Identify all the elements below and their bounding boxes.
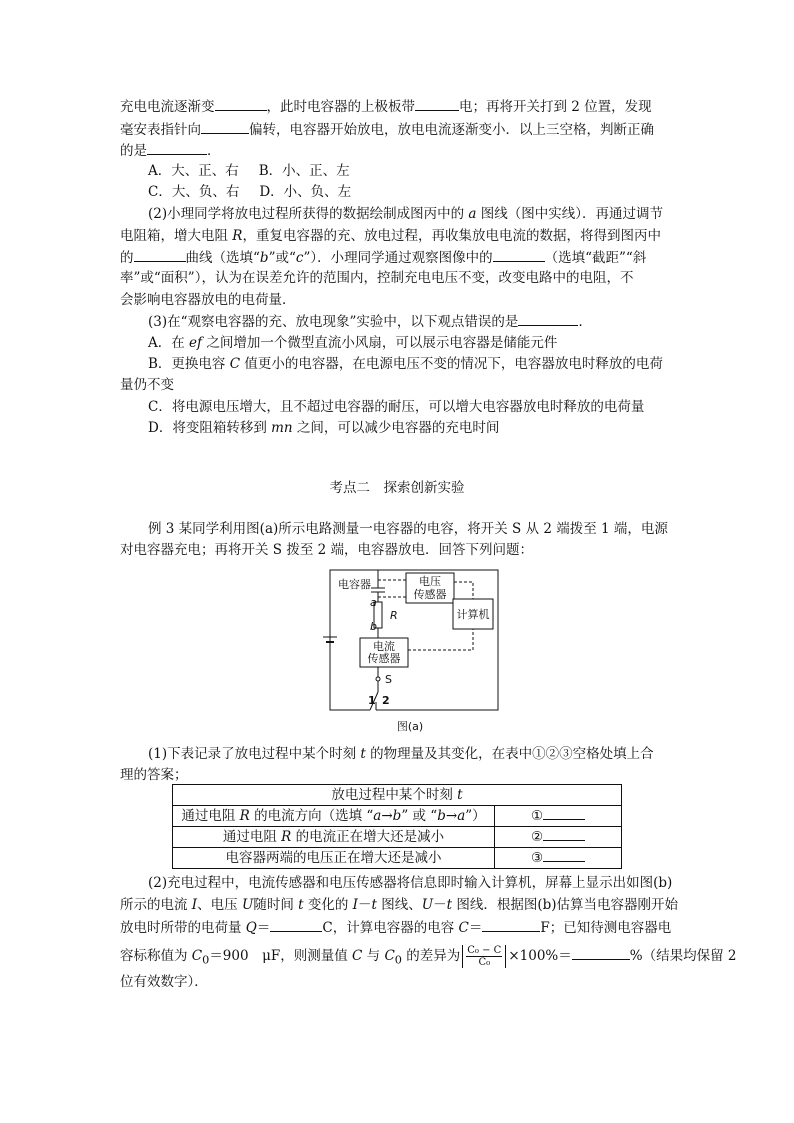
table-cell: 电容器两端的电压正在增大还是减小 — [173, 848, 495, 869]
option-d: D．小、负、左 — [259, 184, 352, 200]
table-cell: 通过电阻 R 的电流方向（选填 “a→b” 或 “b→a”） — [173, 806, 495, 827]
text-line: 放电时所带的电荷量 Q＝ C，计算电容器的电容 C＝ F；已知待测电容器电 — [120, 917, 671, 938]
text-line: 容标称值为 $C_0=900$ μF，则测量值 C 与 $C_0$ 的差异为 $\frac{\text{C₀ − C}}{\text{C₀}}$ ×100%＝ %（结果均保留 2 — [120, 945, 737, 968]
text-line: 对电容器充电；再将开关 S 拨至 2 端，电容器放电．回答下列问题： — [120, 542, 534, 558]
voltage-sensor-label: 电压 — [419, 575, 441, 588]
text-line: 所示的电流 I、电压 U随时间 t 变化的 I－t 图线、U－t 图线．根据图(b)估算当电容器刚开始 — [120, 897, 679, 913]
option-b: B．小、正、左 — [258, 163, 350, 179]
current-sensor-label: 电流 — [373, 640, 395, 653]
text-line: 理的答案； — [120, 767, 188, 783]
text-line: 位有效数字）． — [120, 974, 208, 990]
computer-label: 计算机 — [456, 608, 490, 621]
option-a: A．大、正、右 — [148, 163, 239, 179]
option-d: D．将变阻箱转移到 mn 之间，可以减少电容器的充电时间 — [148, 420, 500, 436]
text-line: (1)下表记录了放电过程中某个时刻 t 的物理量及其变化，在表中①②③空格处填上合 — [148, 746, 654, 762]
table-header-row — [173, 785, 622, 806]
answer-blank[interactable] — [415, 96, 459, 111]
text-line: 量仍不变 — [120, 377, 174, 393]
text-line: 会影响电容器放电的电荷量． — [120, 292, 296, 308]
figure-caption: 图(a) — [396, 720, 424, 733]
table-row — [173, 848, 622, 869]
table-header: 放电过程中某个时刻 t — [173, 785, 622, 806]
table-answer-cell[interactable]: ② — [495, 827, 622, 848]
table-answer-cell[interactable]: ③ — [495, 848, 622, 869]
answer-blank[interactable] — [482, 917, 540, 932]
resistor-label: R — [390, 609, 398, 622]
option-c: C．大、负、右 — [148, 184, 240, 200]
answer-blank[interactable] — [518, 311, 578, 326]
text-line: (2)充电过程中，电流传感器和电压传感器将信息即时输入计算机，屏幕上显示出如图(b) — [148, 875, 673, 891]
text-line: 电阻箱，增大电阻 R，重复电容器的充、放电过程，再收集放电电流的数据，将得到图丙中 — [120, 228, 661, 244]
table-row — [173, 827, 622, 848]
option-c: C．将电源电压增大，且不超过电容器的耐压，可以增大电容器放电时释放的电荷量 — [148, 399, 645, 415]
option-row — [148, 161, 350, 181]
current-sensor-label: 传感器 — [367, 652, 401, 665]
switch-label: S — [385, 673, 392, 686]
answer-blank[interactable] — [215, 96, 267, 111]
text-line: 例 3 某同学利用图(a)所示电路测量一电容器的电容，将开关 S 从 2 端拨至 1 端，电源 — [148, 521, 668, 537]
answer-blank[interactable] — [147, 140, 207, 155]
point-a-label: a — [370, 596, 377, 609]
answer-blank[interactable] — [493, 247, 545, 262]
difference-fraction: $\frac{\text{C₀ − C}}{\text{C₀}}$ — [462, 945, 506, 968]
circuit-diagram — [310, 562, 510, 742]
answer-blank[interactable] — [572, 945, 630, 960]
text-line: 充电电流逐渐变 ，此时电容器的上极板带 电；再将开关打到 2 位置，发现 — [120, 96, 652, 117]
answer-blank[interactable] — [270, 917, 322, 932]
text-line: (3)在“观察电容器的充、放电现象”实验中，以下观点错误的是 ． — [148, 311, 592, 332]
option-row — [148, 182, 351, 202]
capacitor-label: 电容器 — [338, 578, 371, 591]
option-a: A．在 ef 之间增加一个微型直流小风扇，可以展示电容器是储能元件 — [148, 335, 558, 351]
point-b-label: b — [370, 620, 377, 633]
answer-blank[interactable] — [201, 119, 249, 134]
text-line: 毫安表指针向 偏转，电容器开始放电，放电电流逐渐变小．以上三空格，判断正确 — [120, 119, 654, 140]
voltage-sensor-label: 传感器 — [413, 588, 447, 601]
text-line: (2)小理同学将放电过程所获得的数据绘制成图丙中的 a 图线（图中实线）．再通过调节 — [148, 206, 664, 222]
table-cell: 通过电阻 R 的电流正在增大还是减小 — [173, 827, 495, 848]
switch-pos-1: 1 — [368, 694, 376, 707]
answer-blank[interactable] — [134, 247, 186, 262]
text-line: 率”或“面积”），认为在误差允许的范围内，控制充电电压不变，改变电路中的电阻，不 — [120, 270, 634, 286]
option-b: B．更换电容 C 值更小的电容器，在电源电压不变的情况下，电容器放电时释放的电荷 — [148, 356, 663, 372]
text-line: 的 曲线（选填“b”或“c”）．小理同学通过观察图像中的 （选填“截距”“斜 — [120, 247, 646, 268]
table-row — [173, 806, 622, 827]
table-answer-cell[interactable]: ① — [495, 806, 622, 827]
section-title: 考点二 探索创新实验 — [329, 480, 465, 496]
text-line: 的是 ． — [120, 140, 221, 161]
switch-pos-2: 2 — [382, 694, 390, 707]
answer-table — [172, 784, 622, 869]
